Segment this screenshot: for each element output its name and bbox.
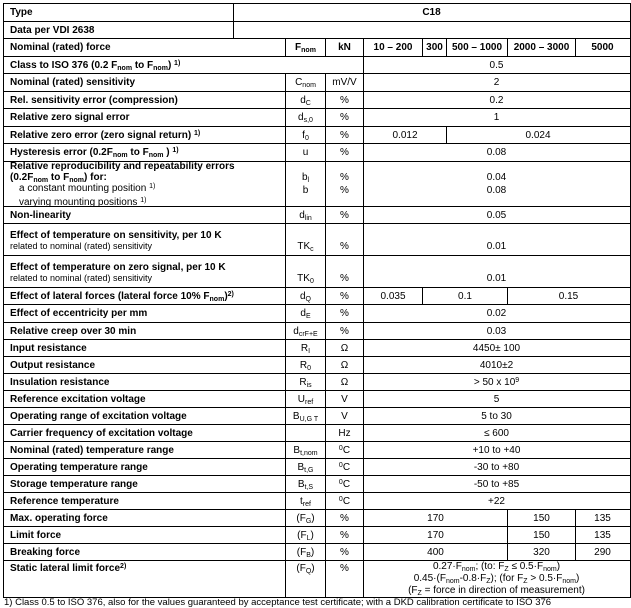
row-label: Input resistance — [4, 340, 286, 356]
unit-cell: % — [326, 305, 364, 322]
symbol-cell: $R_0$ — [286, 357, 326, 373]
value-cell: 400 — [364, 544, 508, 560]
col-header: 5000 — [591, 42, 614, 53]
table-row — [4, 510, 630, 527]
table-row — [4, 323, 630, 340]
symbol-cell: $B_{t,S}$ — [286, 476, 326, 492]
symbol-cell: $U_{ref}$ — [286, 391, 326, 407]
value-cell: 0.01 — [486, 273, 507, 284]
table-row — [4, 92, 630, 109]
value-cell: 135 — [594, 529, 611, 541]
symbol-cell: $b_l$ b — [286, 162, 326, 206]
value-cell: 1 — [493, 112, 500, 123]
unit-cell: $^0$C — [326, 493, 364, 509]
table-row — [4, 544, 630, 561]
unit-cell: % — [326, 544, 364, 560]
table-row — [4, 22, 630, 39]
unit-cell: % — [326, 224, 364, 255]
row-label: Storage temperature range — [4, 476, 286, 492]
symbol-cell: $(F_G)$ — [286, 510, 326, 526]
value-cell: 0.15 — [558, 290, 579, 302]
row-label: Relative reproducibility and repeatability errors ($0.2F_{nom}$ to $F_{nom}$) for: a constant mounting position $^{1)}$ varying mounting positions $^{1)}$ — [4, 162, 286, 206]
value-cell: 0.01 — [486, 241, 507, 252]
row-label: Nominal (rated) force — [4, 39, 286, 56]
unit-cell: % % — [326, 162, 364, 206]
value-cell: 0.08 — [486, 147, 507, 158]
value-cell: 0.5 — [489, 59, 504, 71]
table-row — [4, 425, 630, 442]
value-cell: 4010±2 — [479, 359, 514, 371]
symbol-cell: $C_{nom}$ — [286, 74, 326, 91]
symbol-cell: $d_E$ — [286, 305, 326, 322]
row-label: Hysteresis error ($0.2F_{nom}$ to $F_{nom}$ ) $^{1)}$ — [4, 144, 286, 161]
table-row — [4, 207, 630, 224]
table-row — [4, 57, 630, 74]
row-label: Effect of lateral forces (lateral force 10% $F_{nom})^{2)}$ — [4, 288, 286, 304]
table-row — [4, 224, 630, 256]
unit-cell: % — [326, 288, 364, 304]
col-header: 300 — [423, 39, 447, 56]
col-header: 500 – 1000 — [447, 39, 508, 56]
row-label: Operating range of excitation voltage — [4, 408, 286, 424]
value-cell: ≤ 600 — [484, 427, 509, 439]
symbol-cell: $d_{crF+E}$ — [286, 323, 326, 339]
unit-cell: Ω — [326, 340, 364, 356]
symbol-cell: $t_{ref}$ — [286, 493, 326, 509]
col-header: 2000 – 3000 — [508, 39, 576, 56]
symbol-cell: $d_Q$ — [286, 288, 326, 304]
table-row — [4, 357, 630, 374]
symbol-cell — [286, 425, 326, 441]
symbol-cell: $R_I$ — [286, 340, 326, 356]
symbol-cell: $(F_Q)$ — [286, 561, 326, 597]
table-row — [4, 408, 630, 425]
value-cell: 170 — [364, 527, 508, 543]
row-label: Limit force — [4, 527, 286, 543]
unit-cell: Hz — [326, 425, 364, 441]
row-value — [234, 22, 629, 38]
row-label: Carrier frequency of excitation voltage — [4, 425, 286, 441]
row-label: Type — [4, 4, 234, 21]
row-label: Reference excitation voltage — [4, 391, 286, 407]
value-cell: 150 — [508, 510, 576, 526]
symbol-cell: $f_0$ — [286, 127, 326, 143]
value-cell: 150 — [508, 527, 576, 543]
row-label: Effect of temperature on zero signal, per 10 K related to nominal (rated) sensitivity — [4, 256, 286, 287]
unit-cell: % — [326, 92, 364, 108]
row-label: Operating temperature range — [4, 459, 286, 475]
value-cell: 0.024 — [525, 129, 551, 141]
unit-cell: kN — [326, 39, 364, 56]
value-cell: 0.05 — [486, 209, 507, 221]
table-row — [4, 305, 630, 323]
table-row — [4, 144, 630, 162]
symbol-cell: $(F_B)$ — [286, 544, 326, 560]
table-row — [4, 493, 630, 510]
symbol-cell: $B_{t,nom}$ — [286, 442, 326, 458]
table-row — [4, 109, 630, 127]
row-label: Class to ISO 376 (0.2 $F_{nom}$ to $F_{nom}$) $^{1)}$ — [4, 57, 364, 73]
row-label: Rel. sensitivity error (compression) — [4, 92, 286, 108]
footnote-text: 1) Class 0.5 to ISO 376, also for the values guaranteed by acceptance test certificate; with a DKD calibration certificate to ISO 376 — [4, 597, 552, 608]
row-label: Effect of eccentricity per mm — [4, 305, 286, 322]
row-label: Relative creep over 30 min — [4, 323, 286, 339]
value-cell: 0.02 — [486, 308, 507, 319]
table-row — [4, 256, 630, 288]
table-row — [4, 340, 630, 357]
value-cell: 5 to 30 — [481, 410, 512, 422]
unit-cell: % — [326, 256, 364, 287]
unit-cell: $^0$C — [326, 442, 364, 458]
unit-cell: % — [326, 527, 364, 543]
unit-cell: Ω — [326, 374, 364, 390]
row-label: Relative zero error (zero signal return) $^{1)}$ — [4, 127, 286, 143]
table-row — [4, 459, 630, 476]
unit-cell: % — [326, 109, 364, 126]
unit-cell: % — [326, 561, 364, 597]
row-label: Breaking force — [4, 544, 286, 560]
value-cell: 4450± 100 — [472, 342, 521, 354]
unit-cell: $^0$C — [326, 459, 364, 475]
row-label: Reference temperature — [4, 493, 286, 509]
table-row — [4, 4, 630, 22]
value-cell: 0.2 — [489, 94, 504, 106]
unit-cell: % — [326, 323, 364, 339]
table-row — [4, 561, 630, 597]
row-label: Data per VDI 2638 — [4, 22, 234, 38]
table-row — [4, 476, 630, 493]
row-label: Nominal (rated) temperature range — [4, 442, 286, 458]
symbol-cell: $TK_0$ — [286, 256, 326, 287]
symbol-cell: $F_{nom}$ — [286, 39, 326, 56]
value-cell: -50 to +85 — [473, 478, 520, 490]
table-row — [4, 288, 630, 305]
symbol-cell: $B_{t,G}$ — [286, 459, 326, 475]
symbol-cell: $R_{is}$ — [286, 374, 326, 390]
unit-cell: mV/V — [326, 74, 364, 91]
unit-cell: % — [326, 144, 364, 161]
unit-cell: V — [326, 408, 364, 424]
unit-cell: % — [326, 207, 364, 223]
col-header: 10 – 200 — [364, 39, 423, 56]
value-cell: 0.1 — [423, 288, 508, 304]
value-cell: 5 — [493, 393, 500, 405]
symbol-cell: $d_{lin}$ — [286, 207, 326, 223]
unit-cell: % — [326, 510, 364, 526]
symbol-cell: $(F_L)$ — [286, 527, 326, 543]
row-label: Max. operating force — [4, 510, 286, 526]
row-label: Non-linearity — [4, 207, 286, 223]
table-row — [4, 162, 630, 207]
value-cell: 320 — [508, 544, 576, 560]
row-label: Output resistance — [4, 357, 286, 373]
value-cell: 0.035 — [364, 288, 423, 304]
row-label: Relative zero signal error — [4, 109, 286, 126]
symbol-cell: $B_{U,G T}$ — [286, 408, 326, 424]
row-label: Insulation resistance — [4, 374, 286, 390]
unit-cell: $^0$C — [326, 476, 364, 492]
table-row — [4, 442, 630, 459]
table-row — [4, 74, 630, 92]
symbol-cell: u — [286, 144, 326, 161]
value-cell: 135 — [594, 512, 611, 524]
value-cell: 290 — [594, 546, 611, 558]
value-cell: 170 — [364, 510, 508, 526]
value-cell: -30 to +80 — [473, 461, 520, 473]
value-cell: +22 — [488, 495, 505, 507]
value-cell: 0.04 0.08 — [486, 172, 507, 196]
value-cell: 0.012 — [364, 127, 447, 143]
table-row — [4, 374, 630, 391]
value-cell: > 50 x $10^9$ — [473, 376, 520, 388]
row-label: Nominal (rated) sensitivity — [4, 74, 286, 91]
table-row — [4, 391, 630, 408]
spec-table — [3, 3, 631, 598]
unit-cell: % — [326, 127, 364, 143]
value-cell: 0.03 — [486, 325, 507, 337]
symbol-cell: $d_{s,0}$ — [286, 109, 326, 126]
row-value: C18 — [422, 7, 441, 18]
value-cell: $0.27\cdot F_{nom}$; (to: $F_Z \le 0.5\cdot F_{nom}$) $0.45\cdot(F_{nom}-0.8\cdot F_Z)$; (for $F_Z > 0.5\cdot F_{nom}$) ($F_Z$ = force in direction of measurement) — [408, 561, 585, 597]
unit-cell: Ω — [326, 357, 364, 373]
symbol-cell: $TK_c$ — [286, 224, 326, 255]
row-label: Effect of temperature on sensitivity, per 10 K related to nominal (rated) sensitivity — [4, 224, 286, 255]
table-row — [4, 39, 630, 57]
value-cell: +10 to +40 — [472, 444, 521, 456]
value-cell: 2 — [493, 77, 500, 88]
table-row — [4, 127, 630, 144]
unit-cell: V — [326, 391, 364, 407]
symbol-cell: $d_C$ — [286, 92, 326, 108]
row-label: Static lateral limit force$^{2)}$ — [4, 561, 286, 597]
table-row — [4, 527, 630, 544]
